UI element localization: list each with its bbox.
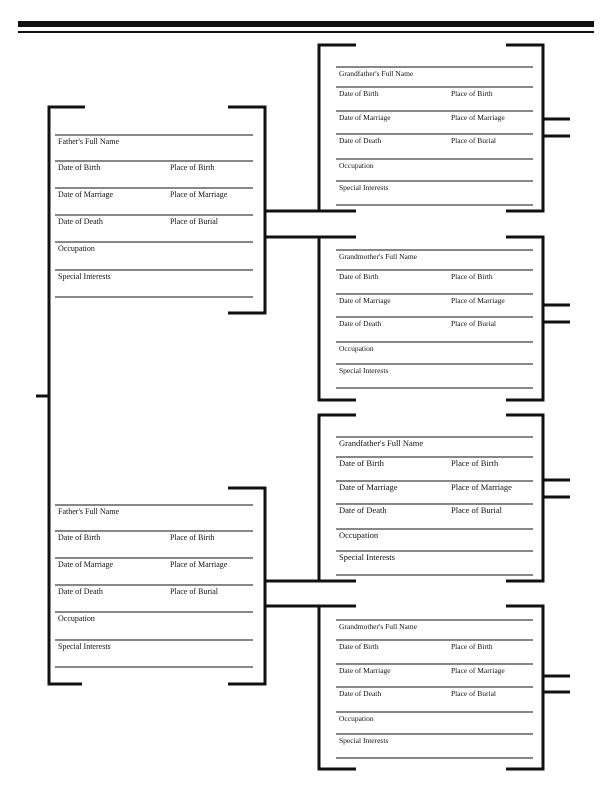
- header-rule-thick: [18, 21, 594, 27]
- grandfather-1-date-of-death-label: Date of Death: [339, 136, 382, 145]
- father-date-of-death-label: Date of Death: [58, 217, 103, 226]
- father-place-of-marriage-label: Place of Marriage: [170, 190, 228, 199]
- grandmother-2-date-of-death-label: Date of Death: [339, 689, 382, 698]
- grandmother-1-special-interests-label: Special Interests: [339, 366, 389, 375]
- grandmother-2-place-of-burial-label: Place of Burial: [451, 689, 496, 698]
- father-occupation-label: Occupation: [58, 244, 95, 253]
- grandfather-1-full-name-label: Grandfather's Full Name: [339, 69, 414, 78]
- grandfather-2-occupation-label: Occupation: [339, 530, 379, 540]
- grandmother-2-occupation-label: Occupation: [339, 714, 374, 723]
- grandmother-2-place-of-birth-label: Place of Birth: [451, 642, 493, 651]
- father-date-of-marriage-label: Date of Marriage: [58, 190, 114, 199]
- grandmother-1-date-of-death-label: Date of Death: [339, 319, 382, 328]
- grandfather-1-date-of-marriage-label: Date of Marriage: [339, 113, 391, 122]
- grandfather-2-full-name-label: Grandfather's Full Name: [339, 438, 424, 448]
- second-parent-special-interests-label: Special Interests: [58, 642, 111, 651]
- grandfather-2-place-of-marriage-label: Place of Marriage: [451, 482, 512, 492]
- grandfather-2-date-of-death-label: Date of Death: [339, 505, 387, 515]
- grandfather-1-place-of-burial-label: Place of Burial: [451, 136, 496, 145]
- father-special-interests-label: Special Interests: [58, 272, 111, 281]
- grandfather-1-place-of-marriage-label: Place of Marriage: [451, 113, 505, 122]
- father-full-name-label: Father's Full Name: [58, 137, 119, 146]
- grandfather-2-date-of-birth-label: Date of Birth: [339, 458, 384, 468]
- second-parent-date-of-marriage-label: Date of Marriage: [58, 560, 114, 569]
- grandfather-2-special-interests-label: Special Interests: [339, 552, 395, 562]
- grandmother-1-date-of-marriage-label: Date of Marriage: [339, 296, 391, 305]
- grandmother-1-place-of-marriage-label: Place of Marriage: [451, 296, 505, 305]
- grandmother-1-date-of-birth-label: Date of Birth: [339, 272, 379, 281]
- grandfather-2-place-of-burial-label: Place of Burial: [451, 505, 502, 515]
- grandfather-1-place-of-birth-label: Place of Birth: [451, 89, 493, 98]
- header-rule-thin: [18, 31, 594, 33]
- second-parent-place-of-burial-label: Place of Burial: [170, 587, 218, 596]
- grandmother-2-date-of-marriage-label: Date of Marriage: [339, 666, 391, 675]
- father-place-of-birth-label: Place of Birth: [170, 163, 215, 172]
- grandmother-1-full-name-label: Grandmother's Full Name: [339, 252, 418, 261]
- second-parent-box-bracket: [228, 488, 265, 684]
- second-parent-full-name-label: Father's Full Name: [58, 507, 119, 516]
- grandfather-1-special-interests-label: Special Interests: [339, 183, 389, 192]
- second-parent-date-of-birth-label: Date of Birth: [58, 533, 101, 542]
- grandfather-1-occupation-label: Occupation: [339, 161, 374, 170]
- grandmother-2-place-of-marriage-label: Place of Marriage: [451, 666, 505, 675]
- second-parent-place-of-birth-label: Place of Birth: [170, 533, 215, 542]
- grandmother-2-special-interests-label: Special Interests: [339, 736, 389, 745]
- second-parent-place-of-marriage-label: Place of Marriage: [170, 560, 228, 569]
- father-date-of-birth-label: Date of Birth: [58, 163, 101, 172]
- grandfather-2-date-of-marriage-label: Date of Marriage: [339, 482, 398, 492]
- father-place-of-burial-label: Place of Burial: [170, 217, 218, 226]
- grandfather-2-place-of-birth-label: Place of Birth: [451, 458, 499, 468]
- grandmother-2-date-of-birth-label: Date of Birth: [339, 642, 379, 651]
- second-parent-occupation-label: Occupation: [58, 614, 95, 623]
- second-parent-date-of-death-label: Date of Death: [58, 587, 103, 596]
- grandmother-2-full-name-label: Grandmother's Full Name: [339, 622, 418, 631]
- grandfather-1-date-of-birth-label: Date of Birth: [339, 89, 379, 98]
- grandmother-1-occupation-label: Occupation: [339, 344, 374, 353]
- grandmother-1-place-of-birth-label: Place of Birth: [451, 272, 493, 281]
- grandmother-1-place-of-burial-label: Place of Burial: [451, 319, 496, 328]
